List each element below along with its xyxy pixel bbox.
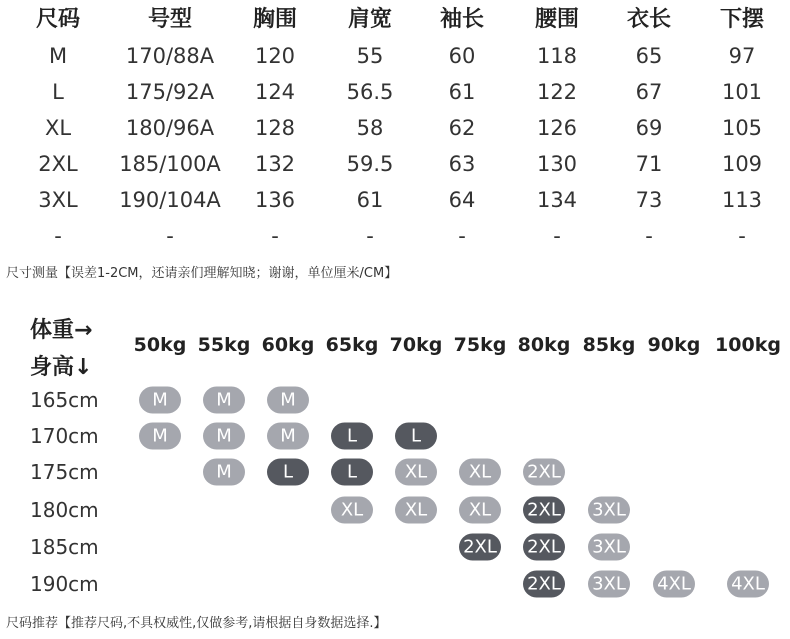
recommend-note: 尺码推荐【推荐尺码,不具权威性,仅做参考,请根据自身数据选择.】 [6,616,387,631]
size-table-cell: - [54,224,62,248]
size-table-cell: - [738,224,746,248]
weight-column-header: 70kg [389,334,443,356]
size-table-cell: 122 [536,80,578,104]
size-table-cell: M [48,44,68,68]
height-row-label: 175cm [30,460,99,484]
size-table-row [0,146,790,182]
size-table-header [0,2,790,38]
height-row-label: 190cm [30,572,99,596]
size-table-cell: - [553,224,561,248]
size-table-cell: 73 [635,188,663,212]
size-pill: 3XL [588,497,630,524]
size-table-header-cell: 号型 [147,7,193,32]
size-pill: M [203,423,245,450]
size-table-cell: XL [44,116,72,140]
size-table-header-cell: 下摆 [719,7,765,32]
height-axis-label: 身高↓ [30,355,93,380]
size-table-row [0,110,790,146]
size-table-cell: - [645,224,653,248]
size-pill: L [331,459,373,486]
size-pill: 3XL [588,534,630,561]
size-table-cell: 190/104A [119,188,221,212]
size-table-cell: - [458,224,466,248]
size-table-cell: 2XL [38,152,78,176]
size-table-cell: 65 [635,44,663,68]
weight-axis-label: 体重→ [30,318,93,343]
size-table-cell: 180/96A [125,116,215,140]
size-pill: M [267,423,309,450]
size-table-cell: 71 [635,152,663,176]
size-pill: L [331,423,373,450]
size-table-cell: - [166,224,174,248]
size-pill: XL [395,497,437,524]
size-table-cell: 132 [254,152,296,176]
size-table-cell: 59.5 [346,152,394,176]
size-table-cell: 126 [536,116,578,140]
size-table-cell: 63 [448,152,476,176]
size-table-cell: 61 [356,188,384,212]
size-table-row [0,218,790,254]
height-row-label: 180cm [30,498,99,522]
size-pill: M [267,387,309,414]
size-table-cell: 136 [254,188,296,212]
weight-column-header: 60kg [261,334,315,356]
size-table-header-cell: 肩宽 [347,7,393,32]
size-pill: 3XL [588,571,630,598]
size-table-cell: - [366,224,374,248]
size-table-header-cell: 尺码 [35,7,81,32]
size-pill: M [203,459,245,486]
weight-column-header: 80kg [517,334,571,356]
size-table-cell: 113 [721,188,763,212]
size-table-cell: 101 [721,80,763,104]
size-pill: 2XL [523,571,565,598]
weight-column-header: 100kg [715,334,781,356]
size-table-cell: 109 [721,152,763,176]
size-table-cell: L [52,80,64,104]
size-table-cell: 97 [728,44,756,68]
size-pill: M [139,387,181,414]
size-table-header-cell: 胸围 [252,7,298,32]
weight-column-header: 50kg [133,334,187,356]
size-table-cell: 170/88A [125,44,215,68]
size-table-cell: 69 [635,116,663,140]
size-table-cell: 60 [448,44,476,68]
size-pill: XL [395,459,437,486]
measure-note: 尺寸测量【误差1-2CM，还请亲们理解知晓；谢谢，单位厘米/CM】 [6,266,398,281]
weight-column-header: 55kg [197,334,251,356]
height-row-label: 165cm [30,388,99,412]
size-pill: XL [331,497,373,524]
size-table-cell: 185/100A [119,152,221,176]
height-row-label: 185cm [30,535,99,559]
size-table-header-cell: 袖长 [439,7,485,32]
size-table-cell: 130 [536,152,578,176]
size-pill: XL [459,459,501,486]
size-pill: 2XL [523,497,565,524]
size-pill: 4XL [653,571,695,598]
size-table-cell: 56.5 [346,80,394,104]
size-pill: XL [459,497,501,524]
size-table-row [0,182,790,218]
size-table-row [0,38,790,74]
size-table-cell: 175/92A [125,80,215,104]
size-pill: 4XL [727,571,769,598]
weight-column-header: 85kg [582,334,636,356]
weight-column-header: 65kg [325,334,379,356]
weight-column-header: 75kg [453,334,507,356]
size-table-cell: 62 [448,116,476,140]
size-pill: 2XL [459,534,501,561]
weight-column-header: 90kg [647,334,701,356]
size-pill: L [267,459,309,486]
size-pill: M [139,423,181,450]
size-table-cell: 105 [721,116,763,140]
size-table-header-cell: 衣长 [626,7,672,32]
size-table-header-cell: 腰围 [534,7,580,32]
size-pill: L [395,423,437,450]
size-table-cell: - [271,224,279,248]
size-table-cell: 3XL [38,188,78,212]
size-table-row [0,74,790,110]
size-table-cell: 124 [254,80,296,104]
size-table-cell: 134 [536,188,578,212]
size-table-cell: 64 [448,188,476,212]
size-pill: 2XL [523,459,565,486]
size-pill: M [203,387,245,414]
size-table-cell: 58 [356,116,384,140]
height-row-label: 170cm [30,424,99,448]
size-table-cell: 55 [356,44,384,68]
size-pill: 2XL [523,534,565,561]
size-table-cell: 67 [635,80,663,104]
size-table-cell: 118 [536,44,578,68]
size-table-cell: 120 [254,44,296,68]
size-table-cell: 128 [254,116,296,140]
size-table-cell: 61 [448,80,476,104]
